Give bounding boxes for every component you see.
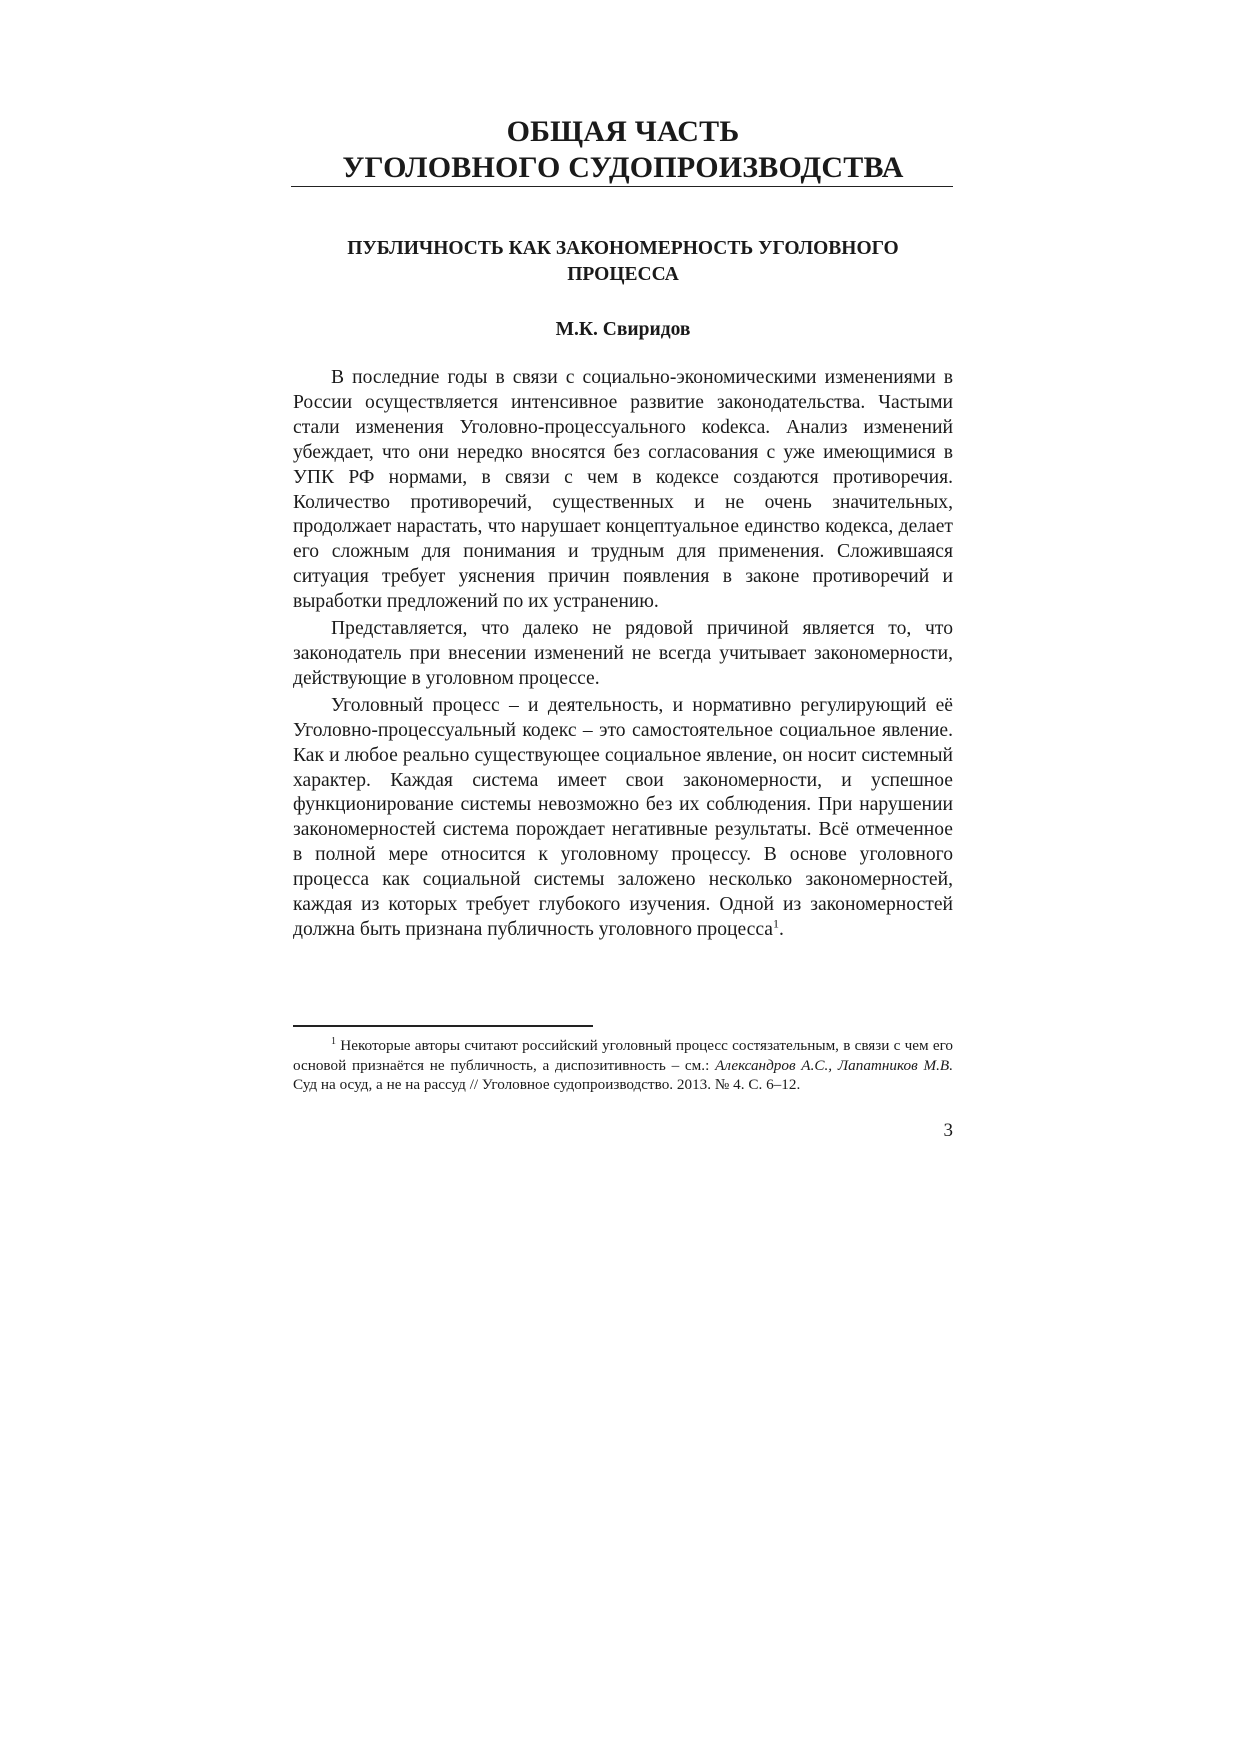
section-title-line-1: ОБЩАЯ ЧАСТЬ (506, 115, 740, 148)
footnote-text-after: Суд на осуд, а не на рассуд // Уголовное судопроизводство. 2013. № 4. С. 6–12. (293, 1076, 801, 1094)
paragraph-1: В последние годы в связи с социально-экономическими изменениями в России осуществляется интенсивное развитие законодательства. Частыми стали изменения Уголовно-процессуального коdекса. Анализ изменений убеждает, что они нередко вносятся без согласования с уже имеющимися в УПК РФ нормами, в связи с чем в кодексе создаются противоречия. Количество противоречий, существенных и не очень значительных, продолжает нарастать, что нарушает концептуальное единство кодекса, делает его сложным для понимания и трудным для применения. Сложившаяся ситуация требует уяснения причин появления в законе противоречий и выработки предложений по их устранению. (293, 367, 953, 613)
footnote-text-before: Некоторые авторы считают российский уголовный процесс состязательным, в связи с чем его основой признаётся не публичность, а диспозитивность – см.: (293, 1037, 954, 1074)
footnote-authors: Александров А.С., Лапатников М.В. (715, 1056, 954, 1074)
article-body (293, 366, 953, 945)
paragraph-3-end: . (779, 918, 784, 940)
author-name: М.К. Свиридов (555, 319, 691, 340)
section-title (293, 114, 953, 186)
article-title-line-2: ПРОЦЕССА (567, 264, 679, 285)
footnote-number: 1 (331, 1035, 336, 1047)
paragraph-3-text: Уголовный процесс – и деятельность, и нормативно регулирующий её Уголовно-процессуальный кодекс – это самостоятельное социальное явление. Как и любое реально существующее социальное явление, он носит системный характер. Каждая система имеет свои закономерности, и успешное функционирование системы невозможно без их соблюдения. При нарушении закономерностей система порождает негативные результаты. Всё отмеченное в полной мере относится к уголовному процессу. В основе уголовного процесса как социальной системы заложено несколько закономерностей, каждая из которых требует глубокого изучения. Одной из закономерностей должна быть признана публичность уголовного процесса (293, 694, 953, 940)
article-title-line-1: ПУБЛИЧНОСТЬ КАК ЗАКОНОМЕРНОСТЬ УГОЛОВНОГО (347, 238, 899, 259)
section-title-underline (291, 186, 953, 187)
page-number: 3 (943, 1120, 953, 1141)
footnote-separator (293, 1025, 593, 1027)
article-title (293, 236, 953, 288)
paragraph-2: Представляется, что далеко не рядовой причиной является то, что законодатель при внесении изменений не всегда учитывает закономерности, действующие в уголовном процессе. (293, 618, 953, 689)
footnote (293, 1036, 953, 1095)
footnote-reference[interactable]: 1 (773, 916, 780, 931)
section-title-line-2: УГОЛОВНОГО СУДОПРОИЗВОДСТВА (342, 151, 904, 184)
paragraph-3 (293, 694, 953, 943)
